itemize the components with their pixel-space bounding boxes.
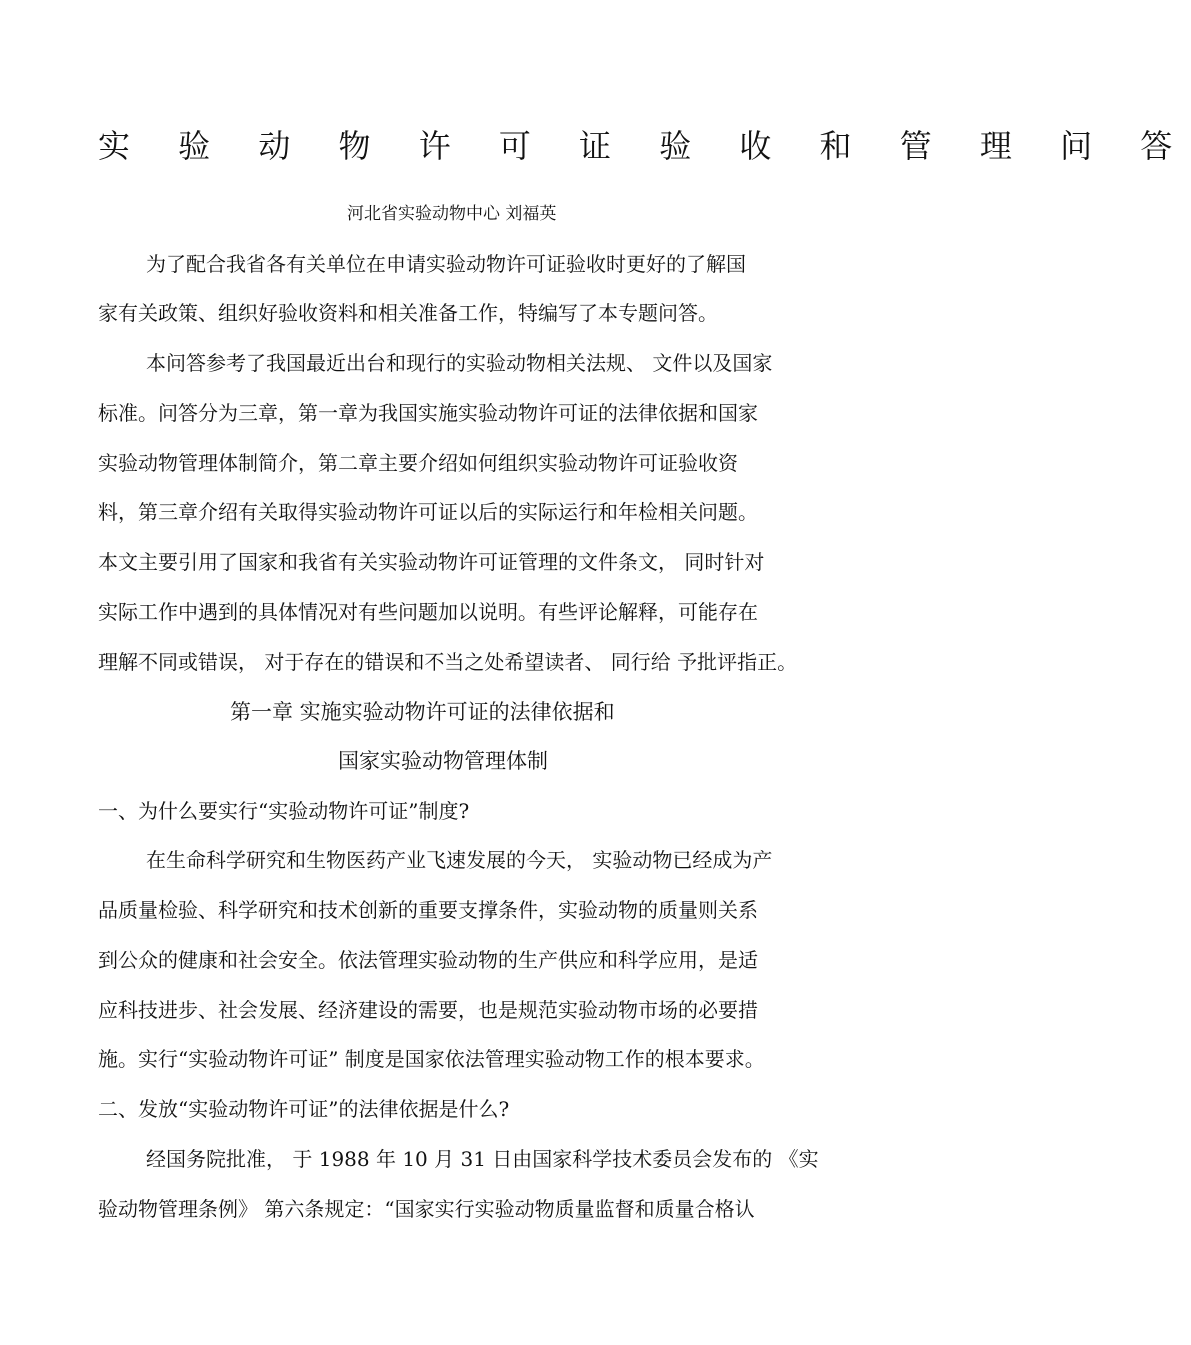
chapter-heading-line-1: 第一章 实施实验动物许可证的法律依据和 [230, 700, 615, 724]
intro-line-7: 本文主要引用了国家和我省有关实验动物许可证管理的文件条文， 同时针对 [98, 550, 765, 574]
intro-line-5: 实验动物管理体制简介，第二章主要介绍如何组织实验动物许可证验收资 [98, 451, 738, 475]
q1-answer-line-4: 应科技进步、社会发展、经济建设的需要，也是规范实验动物市场的必要措 [98, 998, 758, 1022]
q2-answer-line-2: 验动物管理条例》 第六条规定：“国家实行实验动物质量监督和质量合格认 [98, 1197, 755, 1221]
intro-line-6: 料，第三章介绍有关取得实验动物许可证以后的实际运行和年检相关问题。 [98, 500, 758, 524]
question-2-heading: 二、发放“实验动物许可证”的法律依据是什么? [98, 1097, 510, 1121]
chapter-heading-line-2: 国家实验动物管理体制 [338, 749, 548, 773]
intro-line-3: 本问答参考了我国最近出台和现行的实验动物相关法规、 文件以及国家 [146, 351, 773, 375]
q1-answer-line-3: 到公众的健康和社会安全。依法管理实验动物的生产供应和科学应用，是适 [98, 948, 758, 972]
question-1-heading: 一、为什么要实行“实验动物许可证”制度? [98, 799, 470, 823]
q2-answer-line-1: 经国务院批准， 于 1988 年 10 月 31 日由国家科学技术委员会发布的 《实 [146, 1147, 819, 1171]
q1-answer-line-1: 在生命科学研究和生物医药产业飞速发展的今天， 实验动物已经成为产 [146, 848, 773, 872]
intro-line-9: 理解不同或错误， 对于存在的错误和不当之处希望读者、 同行给 予批评指正。 [98, 650, 798, 674]
document-title: 实 验 动 物 许 可 证 验 收 和 管 理 问 答 [98, 127, 1191, 165]
intro-line-1: 为了配合我省各有关单位在申请实验动物许可证验收时更好的了解国 [146, 252, 746, 276]
author-line: 河北省实验动物中心 刘福英 [347, 204, 557, 224]
intro-line-8: 实际工作中遇到的具体情况对有些问题加以说明。有些评论解释，可能存在 [98, 600, 758, 624]
q1-answer-line-2: 品质量检验、科学研究和技术创新的重要支撑条件，实验动物的质量则关系 [98, 898, 758, 922]
intro-line-4: 标准。问答分为三章，第一章为我国实施实验动物许可证的法律依据和国家 [98, 401, 758, 425]
q1-answer-line-5: 施。实行“实验动物许可证” 制度是国家依法管理实验动物工作的根本要求。 [98, 1047, 765, 1071]
intro-line-2: 家有关政策、组织好验收资料和相关准备工作，特编写了本专题问答。 [98, 301, 718, 325]
